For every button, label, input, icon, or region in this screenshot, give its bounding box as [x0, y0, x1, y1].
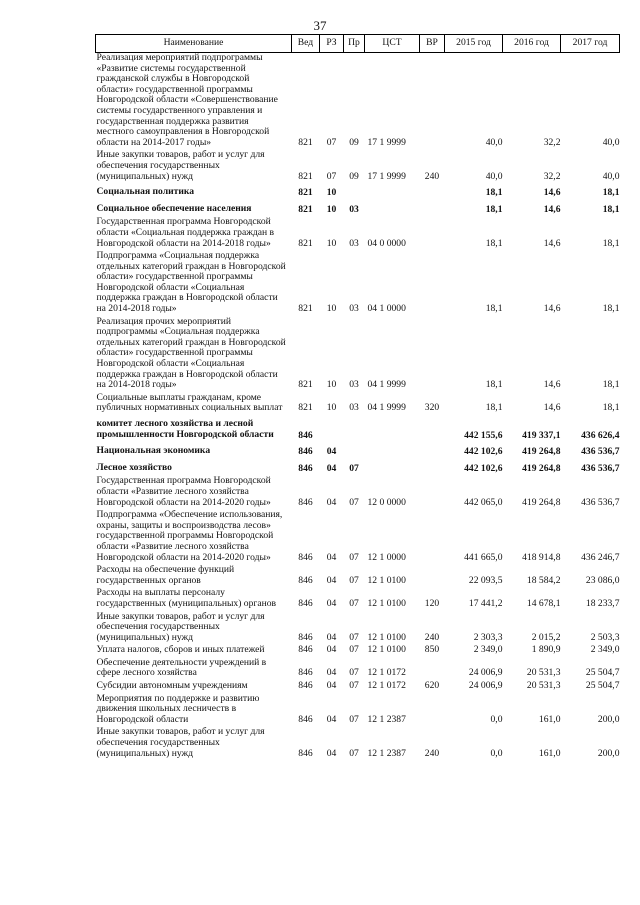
cell-cst: 12 1 0172	[367, 680, 406, 692]
cell-vr	[420, 658, 445, 681]
cell-name: Государственная программа Новгородской области «Социальная поддержка граждан в Новгородской области на 2014-2018 годы»	[96, 216, 275, 249]
cell-ved: 846	[298, 574, 313, 586]
cell-2017: 18,1	[602, 379, 620, 391]
cell-vr	[420, 510, 445, 565]
header-rz: РЗ	[320, 35, 344, 53]
cell-pr: 07	[349, 496, 359, 508]
cell-cst	[365, 460, 420, 477]
cell-cst: 12 1 0100	[367, 574, 406, 586]
cell-pr: 03	[349, 402, 359, 414]
cell-ved: 821	[298, 402, 313, 414]
cell-2017: 436 246,7	[581, 551, 620, 563]
cell-2017: 18,1	[602, 203, 620, 215]
cell-ved: 846	[298, 713, 313, 725]
cell-2015: 18,1	[485, 402, 503, 414]
cell-pr	[344, 443, 365, 460]
cell-vr	[420, 184, 445, 201]
cell-rz: 10	[326, 203, 337, 215]
cell-rz: 07	[326, 136, 337, 148]
cell-2016: 419 337,1	[522, 429, 561, 441]
cell-2016: 14,6	[543, 379, 561, 391]
cell-2015: 442 155,6	[464, 429, 503, 441]
cell-rz: 10	[326, 187, 337, 199]
cell-vr	[420, 217, 445, 251]
table-row	[96, 184, 620, 201]
cell-rz: 04	[326, 747, 337, 759]
cell-ved: 821	[298, 379, 313, 391]
cell-rz: 04	[326, 574, 337, 586]
table-row	[96, 53, 620, 151]
cell-rz: 10	[326, 237, 337, 249]
cell-name: Социальное обеспечение населения	[96, 202, 252, 214]
table-row	[96, 150, 620, 184]
cell-cst: 04 1 0000	[367, 303, 406, 315]
cell-2017: 436 536,7	[581, 496, 620, 508]
cell-cst: 12 1 2387	[367, 713, 406, 725]
cell-rz: 10	[326, 402, 337, 414]
cell-name: Иные закупки товаров, работ и услуг для обеспечения государственных (муниципальных) нужд	[96, 610, 265, 643]
cell-ved: 846	[298, 747, 313, 759]
cell-vr	[420, 53, 445, 151]
cell-2017: 436 626,4	[581, 429, 620, 441]
table-row	[96, 217, 620, 251]
cell-rz: 04	[326, 446, 337, 458]
cell-ved: 821	[298, 170, 313, 182]
table-row	[96, 443, 620, 460]
cell-2015: 442 102,6	[464, 462, 503, 474]
table-row	[96, 658, 620, 681]
cell-vr	[420, 565, 445, 588]
cell-cst	[365, 416, 420, 443]
cell-ved: 821	[298, 136, 313, 148]
cell-rz: 04	[326, 462, 337, 474]
header-name: Наименование	[96, 35, 292, 53]
page-number: 37	[313, 18, 327, 33]
cell-vr: 620	[424, 680, 440, 692]
cell-rz	[320, 416, 344, 443]
cell-pr: 03	[349, 237, 359, 249]
cell-2016: 14,6	[543, 402, 561, 414]
cell-2015: 22 093,5	[468, 574, 503, 586]
cell-2015: 17 441,2	[468, 597, 503, 609]
cell-ved: 846	[298, 631, 313, 643]
cell-2017: 200,0	[597, 713, 620, 725]
cell-2015: 18,1	[485, 237, 503, 249]
cell-2017: 200,0	[597, 747, 620, 759]
table-row	[96, 645, 620, 658]
cell-rz: 04	[326, 667, 337, 679]
cell-2017: 40,0	[602, 136, 620, 148]
cell-2017: 18,1	[602, 237, 620, 249]
cell-cst: 17 1 9999	[367, 136, 406, 148]
cell-2017: 18 233,7	[585, 597, 620, 609]
cell-vr: 240	[424, 631, 440, 643]
cell-2016: 14,6	[543, 187, 561, 199]
cell-2016: 1 890,9	[531, 644, 561, 656]
cell-ved: 821	[298, 303, 313, 315]
table-row	[96, 460, 620, 477]
cell-rz: 04	[326, 644, 337, 656]
cell-name: Реализация прочих мероприятий подпрограммы «Социальная поддержка отдельных категорий граждан в Новгородской области» государственной программы Новгородской области «Социальная поддержка граждан в Новгородской области на 2014-2018 годы»	[96, 315, 286, 391]
cell-ved: 821	[298, 203, 313, 215]
cell-rz: 04	[326, 713, 337, 725]
cell-2016: 32,2	[543, 136, 561, 148]
cell-2015: 18,1	[485, 303, 503, 315]
cell-rz: 07	[326, 170, 337, 182]
table-row	[96, 565, 620, 588]
cell-name: Подпрограмма «Социальная поддержка отдельных категорий граждан в Новгородской области» государственной программы Новгородской области «Социальная поддержка граждан в Новгородской области на 2014-2018 годы»	[96, 250, 286, 315]
cell-cst	[365, 184, 420, 201]
cell-pr: 03	[349, 303, 359, 315]
cell-2015: 0,0	[490, 713, 503, 725]
cell-ved: 821	[298, 187, 313, 199]
budget-table	[95, 34, 620, 761]
cell-vr	[420, 443, 445, 460]
table-row	[96, 416, 620, 443]
cell-name: Мероприятия по поддержке и развитию движения школьных лесничеств в Новгородской области	[96, 692, 260, 725]
cell-name: Иные закупки товаров, работ и услуг для обеспечения государственных (муниципальных) нужд	[96, 726, 265, 759]
cell-cst: 12 1 0100	[367, 644, 406, 656]
cell-ved: 846	[298, 551, 313, 563]
cell-cst: 04 1 9999	[367, 402, 406, 414]
cell-2015: 18,1	[485, 203, 503, 215]
cell-name: Подпрограмма «Обеспечение использования, охраны, защиты и воспроизводства лесов» государственной программы Новгородской области «Развитие лесного хозяйства Новгородской области на 2014-2020 годы»	[96, 509, 283, 563]
cell-2015: 24 006,9	[468, 680, 503, 692]
cell-2015: 441 665,0	[464, 551, 503, 563]
cell-ved: 846	[298, 462, 313, 474]
cell-rz: 04	[326, 551, 337, 563]
cell-2016: 14,6	[543, 203, 561, 215]
cell-pr: 07	[349, 667, 359, 679]
cell-cst: 12 1 2387	[367, 747, 406, 759]
cell-pr: 07	[349, 462, 359, 474]
table-row	[96, 476, 620, 510]
cell-vr	[420, 476, 445, 510]
cell-vr: 240	[424, 747, 440, 759]
cell-2016: 419 264,8	[522, 462, 561, 474]
cell-cst: 12 1 0100	[367, 631, 406, 643]
table-row	[96, 727, 620, 761]
cell-2017: 436 536,7	[581, 446, 620, 458]
cell-pr: 07	[349, 713, 359, 725]
cell-cst: 12 0 0000	[367, 496, 406, 508]
cell-2017: 25 504,7	[585, 667, 620, 679]
cell-vr: 120	[424, 597, 440, 609]
cell-2015: 18,1	[485, 379, 503, 391]
cell-2017: 18,1	[602, 402, 620, 414]
cell-2016: 14,6	[543, 237, 561, 249]
cell-cst: 12 1 0172	[367, 667, 406, 679]
cell-pr	[344, 184, 365, 201]
cell-rz: 04	[326, 631, 337, 643]
cell-cst: 12 1 0100	[367, 597, 406, 609]
table-row	[96, 694, 620, 728]
cell-pr: 07	[349, 574, 359, 586]
header-cst: ЦСТ	[365, 35, 420, 53]
cell-2016: 161,0	[538, 747, 561, 759]
cell-pr: 07	[349, 551, 359, 563]
header-2017: 2017 год	[561, 35, 620, 53]
cell-ved: 846	[298, 597, 313, 609]
cell-2016: 14 678,1	[526, 597, 561, 609]
cell-cst: 04 0 0000	[367, 237, 406, 249]
cell-vr: 240	[424, 170, 440, 182]
cell-2017: 436 536,7	[581, 462, 620, 474]
cell-2016: 2 015,2	[531, 631, 561, 643]
cell-ved: 846	[298, 496, 313, 508]
cell-ved: 846	[298, 446, 313, 458]
cell-pr: 03	[349, 379, 359, 391]
table-row	[96, 681, 620, 694]
cell-rz: 04	[326, 597, 337, 609]
cell-name: комитет лесного хозяйства и лесной промышленности Новгородской области	[96, 418, 274, 440]
cell-rz: 04	[326, 680, 337, 692]
cell-2017: 40,0	[602, 170, 620, 182]
cell-2017: 2 503,3	[590, 631, 620, 643]
cell-rz: 10	[326, 379, 337, 391]
cell-2016: 20 531,3	[526, 667, 561, 679]
cell-2017: 2 349,0	[590, 644, 620, 656]
table-row	[96, 317, 620, 393]
cell-vr	[420, 317, 445, 393]
cell-2016: 161,0	[538, 713, 561, 725]
cell-2015: 40,0	[485, 136, 503, 148]
table-row	[96, 201, 620, 218]
cell-pr: 09	[349, 136, 359, 148]
header-pr: Пр	[344, 35, 365, 53]
cell-vr	[420, 416, 445, 443]
cell-2015: 18,1	[485, 187, 503, 199]
table-row	[96, 393, 620, 416]
cell-pr: 07	[349, 747, 359, 759]
cell-2015: 0,0	[490, 747, 503, 759]
cell-pr: 03	[349, 203, 359, 215]
table-row	[96, 588, 620, 611]
cell-vr	[420, 201, 445, 218]
cell-name: Национальная экономика	[96, 445, 211, 457]
cell-2015: 40,0	[485, 170, 503, 182]
cell-name: Лесное хозяйство	[96, 461, 172, 473]
cell-vr	[420, 694, 445, 728]
table-row	[96, 251, 620, 317]
cell-rz: 04	[326, 496, 337, 508]
cell-ved: 846	[298, 644, 313, 656]
header-2015: 2015 год	[445, 35, 503, 53]
cell-2015: 442 065,0	[464, 496, 503, 508]
header-vr: ВР	[420, 35, 445, 53]
cell-pr: 07	[349, 597, 359, 609]
cell-cst: 17 1 9999	[367, 170, 406, 182]
cell-ved: 846	[298, 680, 313, 692]
header-row	[96, 35, 620, 53]
table-row	[96, 510, 620, 565]
cell-2015: 2 349,0	[473, 644, 503, 656]
cell-ved: 821	[298, 237, 313, 249]
header-2016: 2016 год	[503, 35, 561, 53]
cell-name: Расходы на обеспечение функций государственных органов	[96, 564, 235, 586]
cell-2016: 32,2	[543, 170, 561, 182]
cell-name: Социальная политика	[96, 186, 195, 198]
cell-2015: 24 006,9	[468, 667, 503, 679]
cell-2017: 25 504,7	[585, 680, 620, 692]
table-row	[96, 612, 620, 646]
cell-rz: 10	[326, 303, 337, 315]
cell-2015: 2 303,3	[473, 631, 503, 643]
cell-2016: 419 264,8	[522, 446, 561, 458]
cell-name: Реализация мероприятий подпрограммы «Развитие системы государственной гражданской службы в Новгородской области» государственной программы Новгородской области «Совершенствование системы государственного управления и государственная поддержка развития местного самоуправления в Новгородской области на 2014-2017 годы»	[96, 52, 278, 148]
cell-name: Субсидии автономным учреждениям	[96, 680, 248, 692]
cell-2016: 419 264,8	[522, 496, 561, 508]
cell-pr: 07	[349, 680, 359, 692]
cell-name: Социальные выплаты гражданам, кроме публичных нормативных социальных выплат	[96, 391, 283, 414]
cell-cst: 04 1 9999	[367, 379, 406, 391]
cell-2016: 20 531,3	[526, 680, 561, 692]
cell-2017: 18,1	[602, 187, 620, 199]
cell-2016: 14,6	[543, 303, 561, 315]
cell-name: Государственная программа Новгородской области «Развитие лесного хозяйства Новгородской области на 2014-2020 годы»	[96, 475, 271, 508]
cell-cst	[365, 443, 420, 460]
cell-name: Расходы на выплаты персоналу государственных (муниципальных) органов	[96, 587, 277, 609]
cell-2016: 418 914,8	[522, 551, 561, 563]
cell-name: Уплата налогов, сборов и иных платежей	[96, 644, 265, 656]
cell-cst	[365, 201, 420, 218]
cell-pr	[344, 416, 365, 443]
header-ved: Вед	[292, 35, 320, 53]
cell-name: Обеспечение деятельности учреждений в сфере лесного хозяйства	[96, 656, 267, 679]
cell-ved: 846	[298, 667, 313, 679]
cell-2016: 18 584,2	[526, 574, 561, 586]
cell-vr	[420, 251, 445, 317]
cell-pr: 09	[349, 170, 359, 182]
cell-2017: 18,1	[602, 303, 620, 315]
cell-cst: 12 1 0000	[367, 551, 406, 563]
cell-vr: 850	[424, 644, 440, 656]
cell-name: Иные закупки товаров, работ и услуг для обеспечения государственных (муниципальных) нужд	[96, 149, 265, 182]
cell-2017: 23 086,0	[585, 574, 620, 586]
cell-ved: 846	[298, 429, 313, 441]
cell-pr: 07	[349, 644, 359, 656]
cell-pr: 07	[349, 631, 359, 643]
cell-vr: 320	[424, 402, 440, 414]
cell-2015: 442 102,6	[464, 446, 503, 458]
cell-vr	[420, 460, 445, 477]
